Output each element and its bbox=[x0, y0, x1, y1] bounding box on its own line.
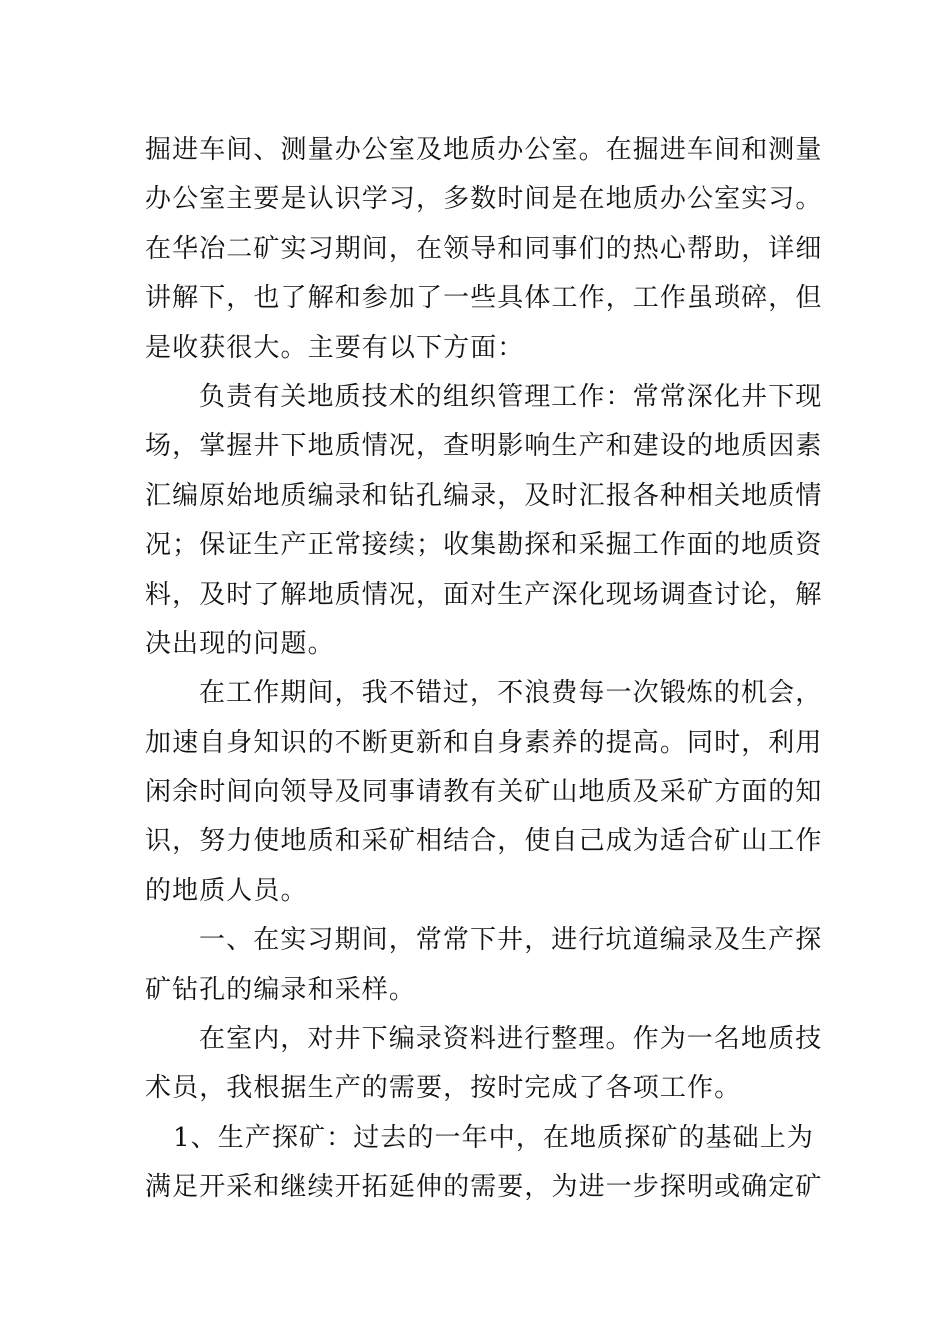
text-line: 在华冶二矿实习期间，在领导和同事们的热心帮助，详细 bbox=[145, 233, 823, 264]
paragraph-first-line: 一、在实习期间，常常下井，进行坑道编录及生产探 bbox=[199, 925, 823, 956]
text-line: 满足开采和继续开拓延伸的需要，为进一步探明或确定矿 bbox=[145, 1172, 823, 1203]
paragraph-first-line: 在室内，对井下编录资料进行整理。作为一名地质技 bbox=[199, 1024, 823, 1055]
text-line: 掘进车间、测量办公室及地质办公室。在掘进车间和测量 bbox=[145, 135, 823, 165]
text-line: 决出现的问题。 bbox=[145, 628, 335, 659]
document-body bbox=[145, 126, 823, 1213]
text-line: 是收获很大。主要有以下方面： bbox=[145, 332, 525, 363]
text-line: 闲余时间向领导及同事请教有关矿山地质及采矿方面的知 bbox=[145, 777, 823, 808]
text-line: 料，及时了解地质情况，面对生产深化现场调查讨论，解 bbox=[145, 579, 823, 610]
text-line: 汇编原始地质编录和钻孔编录，及时汇报各种相关地质情 bbox=[145, 480, 823, 511]
text-line: 况；保证生产正常接续；收集勘探和采掘工作面的地质资 bbox=[145, 530, 823, 561]
text-line: 术员，我根据生产的需要，按时完成了各项工作。 bbox=[145, 1073, 742, 1104]
paragraph-first-line: 在工作期间，我不错过，不浪费每一次锻炼的机会， bbox=[199, 678, 823, 709]
text-line: 讲解下，也了解和参加了一些具体工作，工作虽琐碎，但 bbox=[145, 283, 823, 314]
text-line: 场，掌握井下地质情况，查明影响生产和建设的地质因素 bbox=[145, 431, 823, 462]
text-line: 的地质人员。 bbox=[145, 875, 308, 906]
text-line: 识，努力使地质和采矿相结合，使自己成为适合矿山工作 bbox=[145, 826, 823, 857]
text-line: 矿钻孔的编录和采样。 bbox=[145, 974, 417, 1005]
numbered-item-first-line: 1、生产探矿：过去的一年中，在地质探矿的基础上为 bbox=[173, 1122, 814, 1153]
text-line: 加速自身知识的不断更新和自身素养的提高。同时，利用 bbox=[145, 727, 823, 758]
text-line: 办公室主要是认识学习，多数时间是在地质办公室实习。 bbox=[145, 184, 823, 215]
paragraph-first-line: 负责有关地质技术的组织管理工作：常常深化井下现 bbox=[199, 381, 823, 412]
